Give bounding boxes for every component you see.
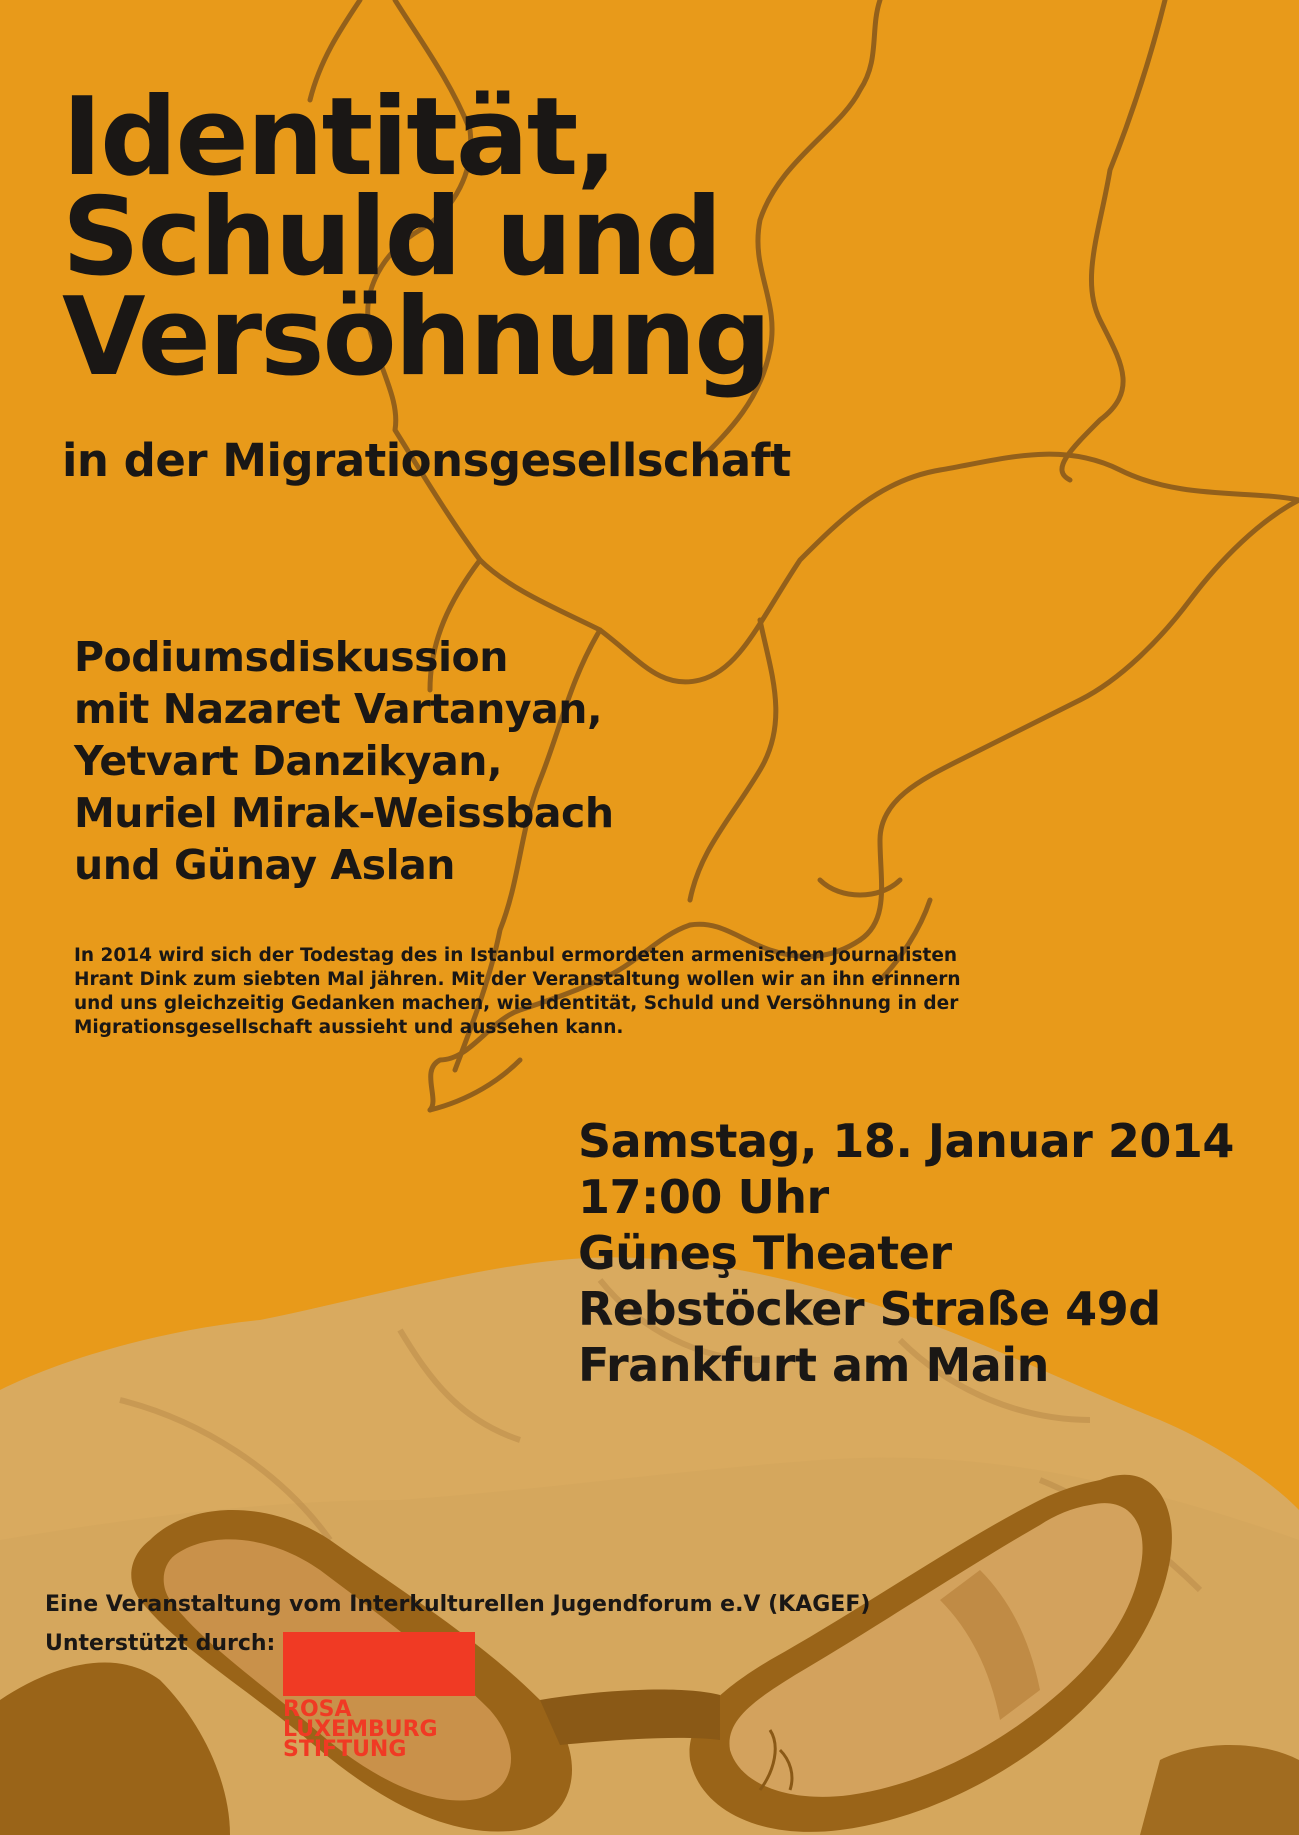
logo-line: STIFTUNG — [283, 1737, 407, 1762]
support-label: Unterstützt durch: — [45, 1631, 276, 1656]
poster-subtitle: in der Migrationsgesellschaft — [62, 434, 791, 487]
panel-line: mit Nazaret Vartanyan, — [74, 685, 603, 733]
panel-discussion-block — [74, 631, 614, 891]
poster-title — [62, 75, 770, 400]
event-venue: Güneş Theater — [578, 1226, 952, 1280]
logo-text — [283, 1697, 476, 1762]
event-date: Samstag, 18. Januar 2014 — [578, 1114, 1234, 1168]
logo-line: ROSA — [283, 1697, 352, 1722]
rosa-luxemburg-logo-icon — [283, 1632, 476, 1760]
logo-red-block — [283, 1632, 475, 1696]
logo-line: LUXEMBURG — [283, 1717, 438, 1742]
event-description: In 2014 wird sich der Todestag des in Istanbul ermordeten armenischen Journalisten Hrant Dink zum siebten Mal jähren. Mit der Veranstaltung wollen wir an ihn erinnern und uns gleichzeitig Gedanken machen, wie Identität, Schuld und Versöhnung in der Migrationsgesellschaft aussieht und aussehen kann. — [74, 945, 961, 1038]
event-details — [578, 1113, 1234, 1393]
event-street: Rebstöcker Straße 49d — [578, 1282, 1161, 1336]
panel-line: und Günay Aslan — [74, 841, 455, 889]
panel-line: Muriel Mirak-Weissbach — [74, 789, 614, 837]
panel-line: Yetvart Danzikyan, — [74, 737, 503, 785]
event-time: 17:00 Uhr — [578, 1170, 829, 1224]
title-line-2: Schuld und — [62, 175, 721, 300]
title-line-3: Versöhnung — [62, 275, 770, 400]
panel-line: Podiumsdiskussion — [74, 633, 508, 681]
title-line-1: Identität, — [62, 75, 616, 200]
organizer-line: Eine Veranstaltung vom Interkulturellen Jugendforum e.V (KAGEF) — [45, 1592, 871, 1617]
event-city: Frankfurt am Main — [578, 1338, 1049, 1392]
